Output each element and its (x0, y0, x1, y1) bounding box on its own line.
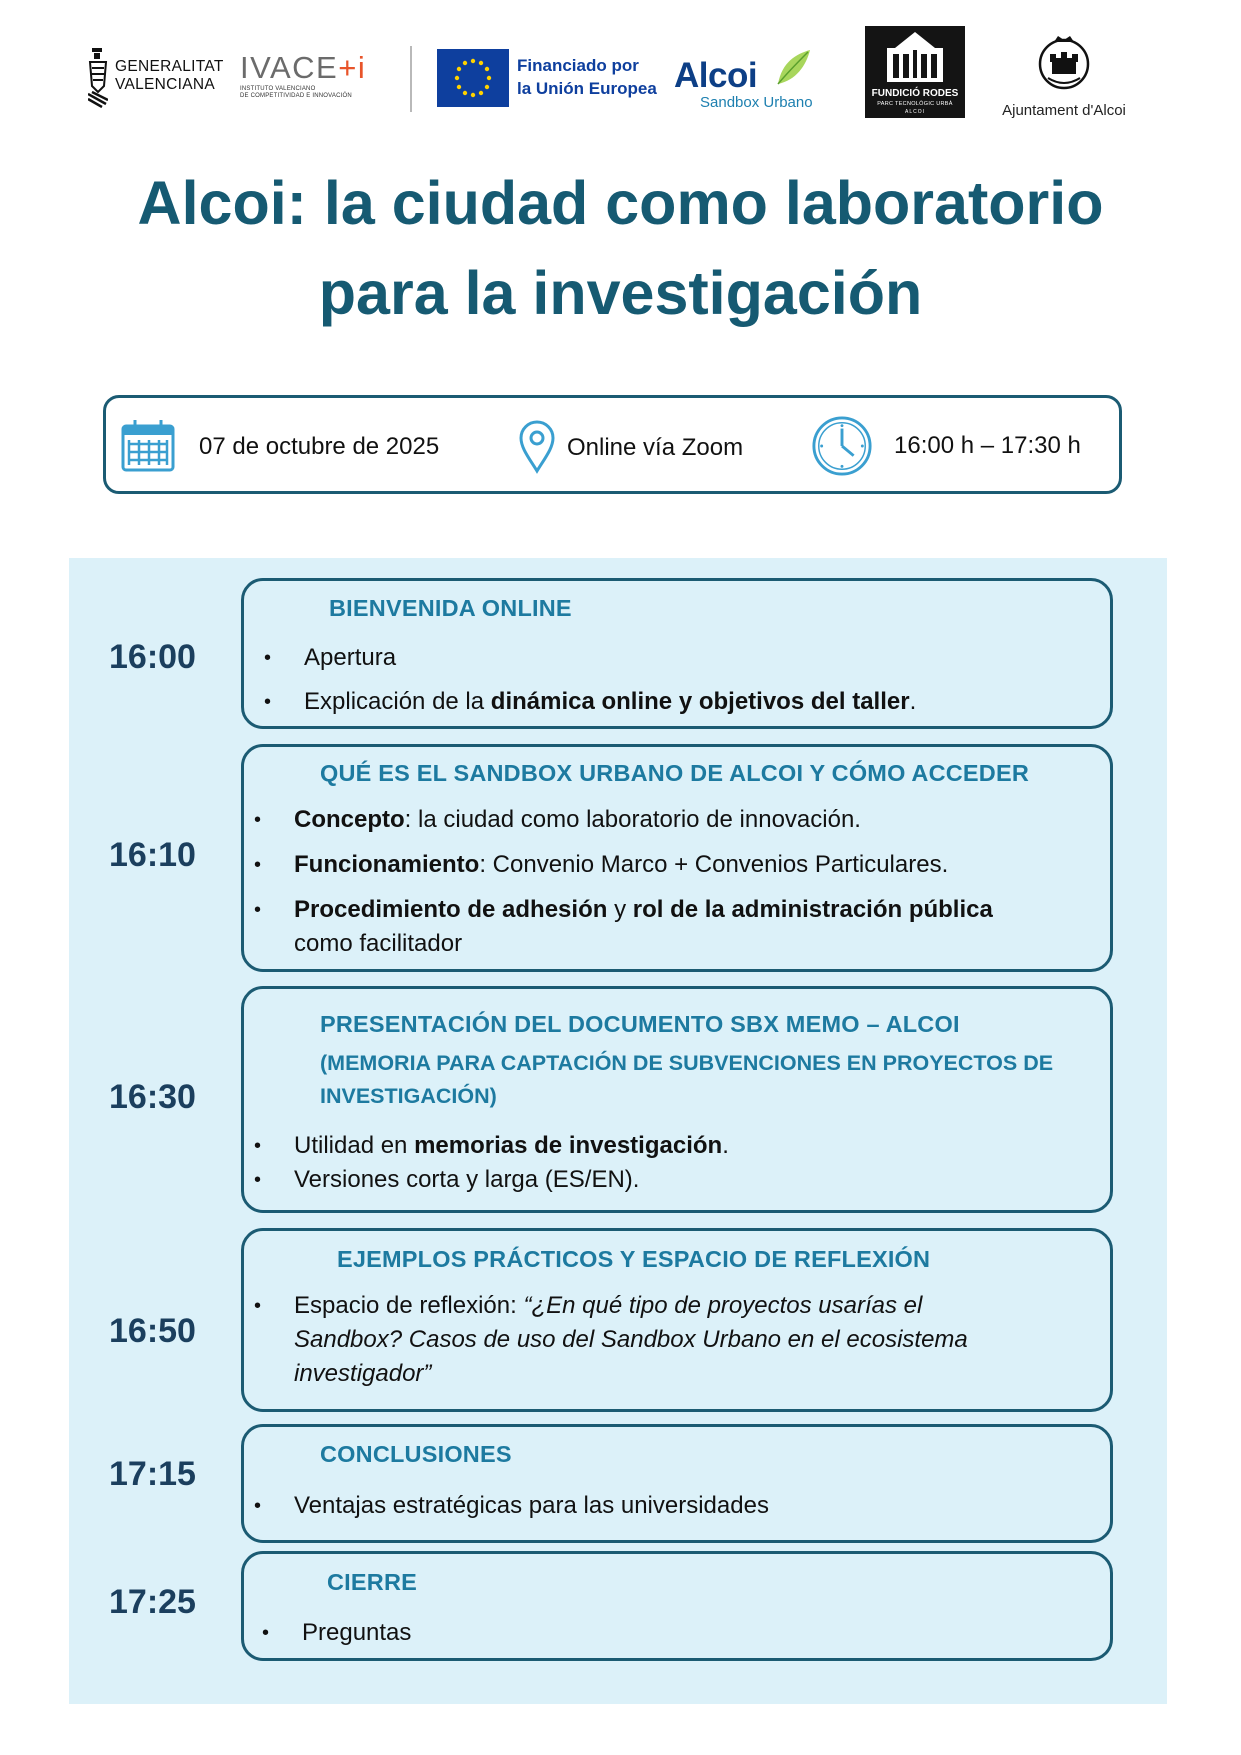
generalitat-valenciana-logo (88, 46, 224, 112)
ajuntament-alcoi-logo (998, 34, 1130, 122)
location-pin-icon (517, 418, 557, 474)
building-icon (865, 26, 965, 86)
title-line1: Alcoi: la ciudad como laboratorio (137, 169, 1104, 237)
page-title (40, 158, 1201, 338)
slot-time: 16:30 (109, 1078, 196, 1116)
event-date: 07 de octubre de 2025 (199, 433, 440, 460)
event-location: Online vía Zoom (567, 434, 744, 461)
slot-title: CONCLUSIONES (320, 1441, 512, 1467)
slot-time: 17:25 (109, 1583, 196, 1621)
fundicio-line1: FUNDICIÓ RODES (871, 88, 959, 99)
slot-title: EJEMPLOS PRÁCTICOS Y ESPACIO DE REFLEXIÓN (337, 1246, 931, 1272)
list-item: • Explicación de la dinámica online y objetivos del taller. (264, 688, 917, 715)
slot-time: 16:10 (109, 836, 196, 874)
agenda-section (69, 558, 1167, 1704)
logo-bar (0, 26, 1241, 126)
generalitat-line2: VALENCIANA (115, 76, 216, 93)
ivace-logo (240, 52, 390, 112)
title-line2: para la investigación (318, 259, 923, 327)
logo-divider (410, 46, 412, 112)
list-item: • Preguntas (262, 1619, 412, 1646)
slot-title: PRESENTACIÓN DEL DOCUMENTO SBX MEMO – ALCOI (320, 1011, 960, 1037)
list-item: • Funcionamiento: Convenio Marco + Convenios Particulares. (254, 851, 949, 878)
agenda-item-conclusions (241, 1424, 1113, 1543)
slot-title: CIERRE (327, 1569, 417, 1595)
eu-line1: Financiado por (517, 56, 639, 75)
list-item: • Concepto: la ciudad como laboratorio de innovación. (254, 806, 861, 833)
list-item: • Procedimiento de adhesión y rol de la administración pública como facilitador (254, 896, 993, 957)
agenda-item-sandbox (241, 744, 1113, 972)
ivace-main-text: IVACE (240, 50, 339, 85)
coat-of-arms-icon (1038, 34, 1090, 94)
fundicio-line3: ALCOI (904, 109, 925, 115)
list-item: • Versiones corta y larga (ES/EN). (254, 1166, 640, 1193)
agenda-item-examples (241, 1228, 1113, 1412)
slot-subtitle: (MEMORIA PARA CAPTACIÓN DE SUBVENCIONES EN PROYECTOS DE INVESTIGACIÓN) (320, 1051, 1054, 1108)
clock-icon (811, 415, 873, 477)
agenda-item-welcome (241, 578, 1113, 729)
list-item: • Utilidad en memorias de investigación. (254, 1132, 729, 1159)
list-item: • Espacio de reflexión: “¿En qué tipo de proyectos usarías el Sandbox? Casos de uso del Sandbox Urbano en el ecosistema investigador” (254, 1292, 968, 1387)
eu-line2: la Unión Europea (517, 79, 657, 98)
agenda-item-sbx-memo (241, 986, 1113, 1213)
calendar-icon (120, 418, 176, 474)
ivace-plus-text: +i (338, 50, 367, 85)
ajuntament-name: Ajuntament d'Alcoi (1002, 102, 1126, 119)
fundicio-line2: PARC TECNOLÒGIC URBÀ (877, 101, 953, 107)
eu-funding-logo (437, 49, 662, 109)
ivace-sub-line1: INSTITUTO VALENCIANO (240, 86, 316, 92)
event-time: 16:00 h – 17:30 h (894, 432, 1081, 459)
ivace-sub-line2: DE COMPETITIVIDAD E INNOVACIÓN (240, 93, 352, 99)
leaf-icon (772, 48, 812, 88)
slot-time: 16:50 (109, 1312, 196, 1350)
slot-title: BIENVENIDA ONLINE (329, 595, 572, 621)
alcoi-logo-sub: Sandbox Urbano (700, 94, 813, 111)
list-item: • Apertura (264, 644, 397, 671)
eu-flag-icon (437, 49, 509, 107)
list-item: • Ventajas estratégicas para las universidades (254, 1492, 769, 1519)
alcoi-logo-main: Alcoi (674, 56, 758, 95)
generalitat-line1: GENERALITAT (115, 58, 224, 75)
slot-time: 16:00 (109, 638, 196, 676)
generalitat-emblem-icon (88, 46, 108, 108)
agenda-item-closing (241, 1551, 1113, 1661)
alcoi-sandbox-logo (674, 48, 832, 114)
slot-title: QUÉ ES EL SANDBOX URBANO DE ALCOI Y CÓMO ACCEDER (320, 760, 1030, 786)
fundicio-rodes-logo (865, 26, 965, 118)
slot-time: 17:15 (109, 1455, 196, 1493)
event-info-bar (103, 395, 1122, 494)
